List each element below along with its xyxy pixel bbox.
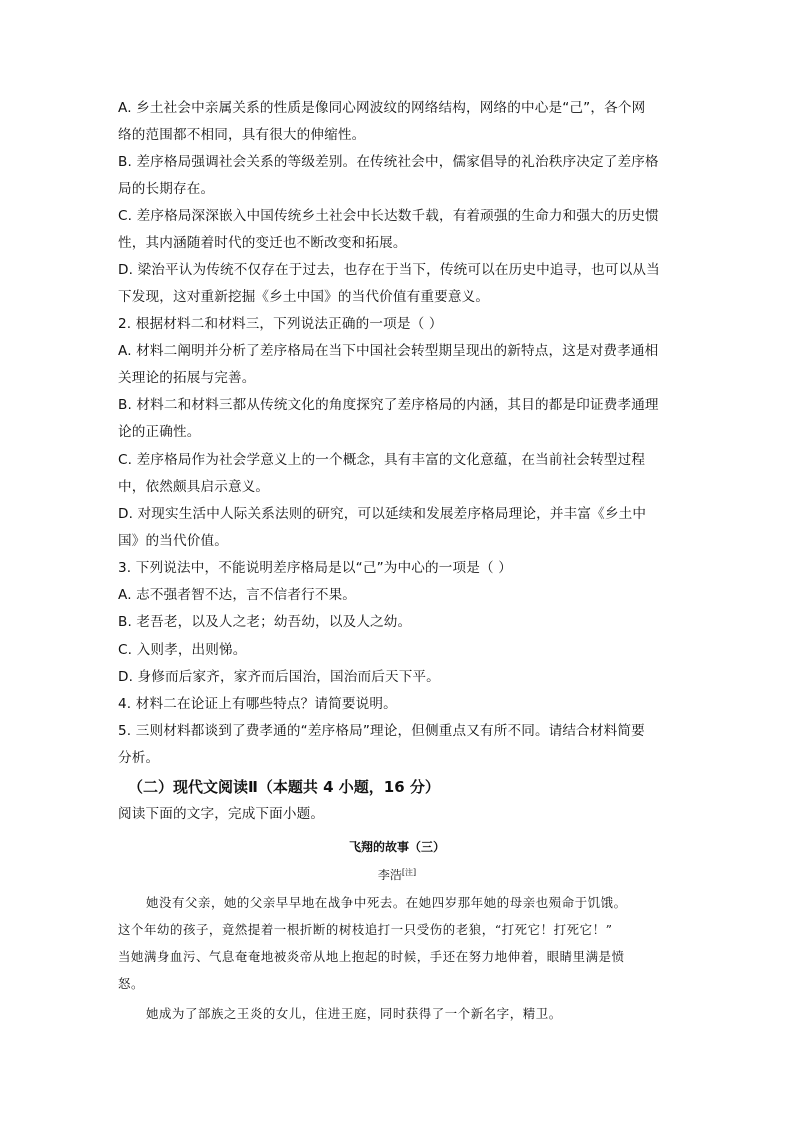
story-author bbox=[0, 864, 794, 884]
q2-option-d-line1: D. 对现实生活中人际关系法则的研究，可以延续和发展差序格局理论，并丰富《乡土中 bbox=[118, 506, 647, 522]
q4-stem: 4. 材料二在论证上有哪些特点？请简要说明。 bbox=[118, 696, 397, 712]
q1-option-c-line1: C. 差序格局深深嵌入中国传统乡土社会中长达数千载，有着顽强的生命力和强大的历史惯 bbox=[118, 208, 659, 224]
q2-option-a-line2: 关理论的拓展与完善。 bbox=[118, 370, 256, 386]
q3-stem: 3. 下列说法中，不能说明差序格局是以“己”为中心的一项是（ ） bbox=[118, 560, 512, 576]
q2-option-c-line1: C. 差序格局作为社会学意义上的一个概念，具有丰富的文化意蕴，在当前社会转型过程 bbox=[118, 452, 646, 468]
section-heading: （二）现代文阅读Ⅱ（本题共 4 小题，16 分） bbox=[128, 778, 440, 796]
q1-option-a-line1: A. 乡土社会中亲属关系的性质是像同心网波纹的网络结构，网络的中心是“己”，各个网 bbox=[118, 100, 646, 116]
q1-option-b-line2: 局的长期存在。 bbox=[118, 181, 215, 197]
q3-option-c: C. 入则孝，出则悌。 bbox=[118, 642, 247, 658]
q1-option-b-line1: B. 差序格局强调社会关系的等级差别。在传统社会中，儒家倡导的礼治秩序决定了差序格 bbox=[118, 154, 659, 170]
q5-stem-line2: 分析。 bbox=[118, 750, 160, 766]
story-title: 飞翔的故事（三） bbox=[348, 840, 445, 854]
q2-option-c-line2: 中，依然颇具启示意义。 bbox=[118, 479, 270, 495]
story-paragraph1-line3: 当她满身血污、气息奄奄地被炎帝从地上抱起的时候，手还在努力地伸着，眼睛里满是愤 bbox=[118, 949, 625, 964]
story-paragraph1-line1: 她没有父亲，她的父亲早早地在战争中死去。在她四岁那年她的母亲也殒命于饥饿。 bbox=[146, 895, 627, 910]
q3-option-d: D. 身修而后家齐，家齐而后国治，国治而后天下平。 bbox=[118, 669, 440, 685]
story-paragraph1-line4: 怒。 bbox=[118, 976, 144, 991]
q3-option-a: A. 志不强者智不达，言不信者行不果。 bbox=[118, 587, 357, 603]
q1-option-d-line1: D. 梁治平认为传统不仅存在于过去，也存在于当下，传统可以在历史中追寻，也可以从当 bbox=[118, 262, 660, 278]
q2-option-b-line2: 论的正确性。 bbox=[118, 424, 201, 440]
story-paragraph2-line1: 她成为了部族之王炎的女儿，住进王庭，同时获得了一个新名字，精卫。 bbox=[146, 1006, 562, 1021]
q1-option-a-line2: 络的范围都不相同，具有很大的伸缩性。 bbox=[118, 127, 366, 143]
q1-option-d-line2: 下发现，这对重新挖掘《乡土中国》的当代价值有重要意义。 bbox=[118, 289, 490, 305]
author-name: 李浩 bbox=[377, 868, 402, 882]
q2-option-b-line1: B. 材料二和材料三都从传统文化的角度探究了差序格局的内涵，其目的都是印证费孝通理 bbox=[118, 397, 659, 413]
author-footnote-marker: [注] bbox=[401, 868, 417, 877]
q5-stem-line1: 5. 三则材料都谈到了费孝通的“差序格局”理论，但侧重点又有所不同。请结合材料简要 bbox=[118, 723, 645, 739]
q3-option-b: B. 老吾老，以及人之老；幼吾幼，以及人之幼。 bbox=[118, 614, 412, 630]
q1-option-c-line2: 性，其内涵随着时代的变迁也不断改变和拓展。 bbox=[118, 235, 407, 251]
q2-option-d-line2: 国》的当代价值。 bbox=[118, 533, 228, 549]
q2-option-a-line1: A. 材料二阐明并分析了差序格局在当下中国社会转型期呈现出的新特点，这是对费孝通相 bbox=[118, 343, 659, 359]
q2-stem: 2. 根据材料二和材料三，下列说法正确的一项是（ ） bbox=[118, 316, 443, 332]
story-paragraph1-line2: 这个年幼的孩子，竟然提着一根折断的树枝追打一只受伤的老狼，“打死它！打死它！” bbox=[118, 922, 613, 937]
section-instruction: 阅读下面的文字，完成下面小题。 bbox=[118, 806, 325, 822]
